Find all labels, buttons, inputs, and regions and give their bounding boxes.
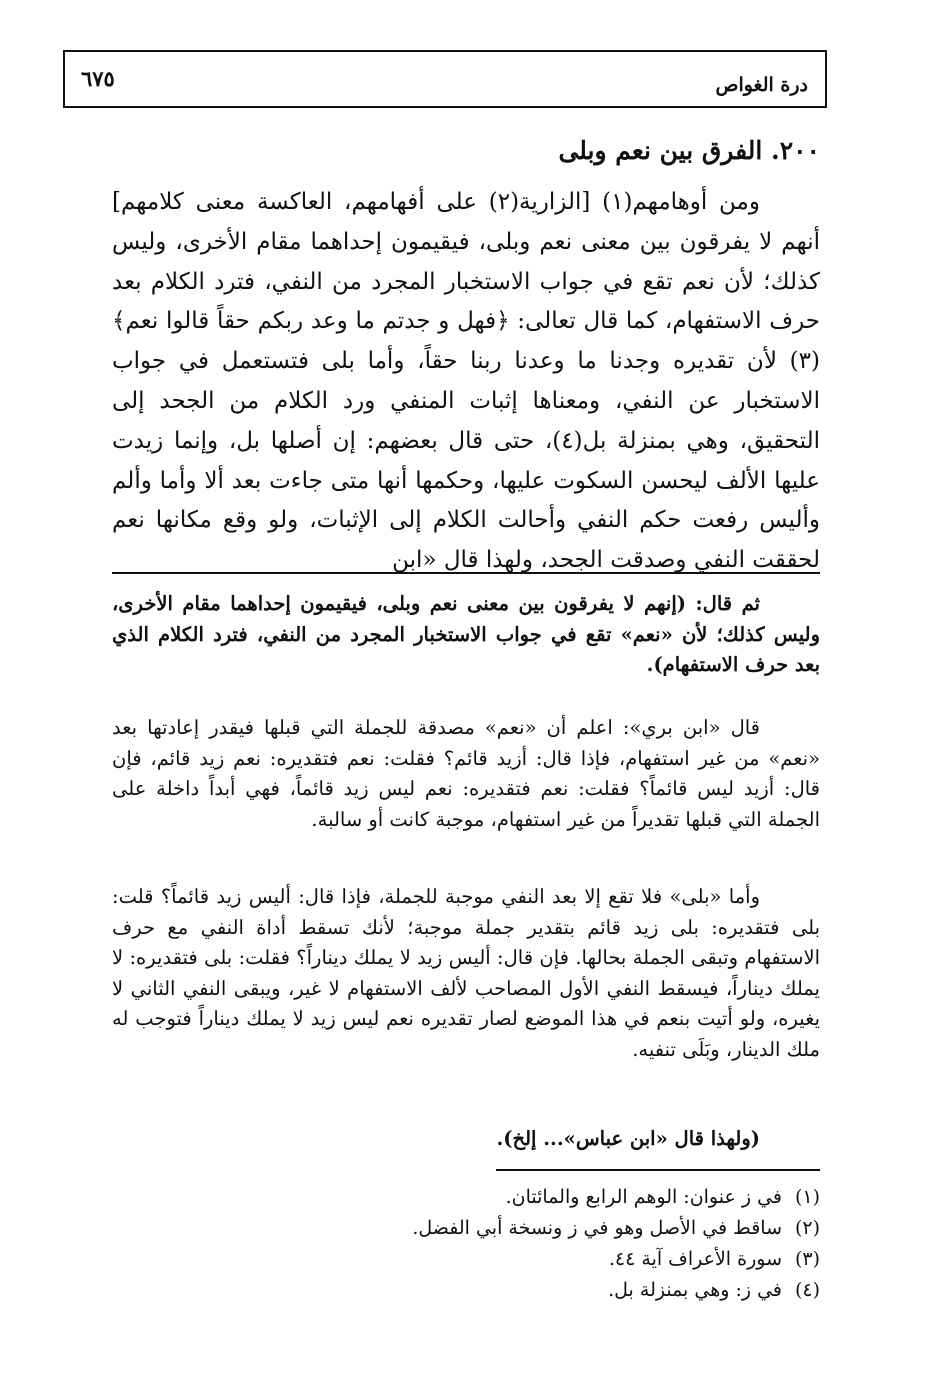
commentary-ibn-abbas [112, 1124, 820, 1155]
footnotes [112, 1182, 820, 1306]
text-divider [112, 572, 820, 574]
commentary-paragraph: قال «ابن بري»: اعلم أن «نعم» مصدقة للجملة التي قبلها فيقدر إعادتها بعد «نعم» من غير استفهام، فإذا قال: أزيد قائم؟ فقلت: نعم فتقديره: نعم زيد قائم، فإن قال: أزيد ليس قائماً؟ فقلت: نعم فتقديره: نعم ليس زيد قائماً، فهي أبداً داخلة على الجملة التي قبلها تقديراً من غير استفهام، موجبة كانت أو سالبة. [112, 716, 820, 831]
commentary-ibn-barri [112, 713, 820, 835]
footnote [112, 1244, 820, 1275]
footnote-number: (٣) [794, 1248, 820, 1270]
footnote-text: في ز: وهي بمنزلة بل. [608, 1279, 782, 1301]
commentary-paragraph: وأما «بلى» فلا تقع إلا بعد النفي موجبة للجملة، فإذا قال: أليس زيد قائماً؟ قلت: بلى فتقديره: بلى زيد قائم بتقدير جملة موجبة؛ لأنك تسقط أداة النفي مع حرف الاستفهام وتبقى الجملة بحالها. فإن قال: أليس زيد لا يملك ديناراً؟ فقلت: بلى فتقديره: لا يملك ديناراً، فيسقط النفي الأول المصاحب لألف الاستفهام لا غير، ويبقى النفي الثاني لا يغيره، ولو أتيت بنعم في هذا الموضع لصار تقديره نعم ليس زيد لا يملك ديناراً فتوجب له ملك الدينار، وبَلَى تنفيه. [112, 885, 820, 1061]
footnote [112, 1182, 820, 1213]
footnote-text: في ز عنوان: الوهم الرابع والمائتان. [505, 1186, 782, 1208]
footnote-number: (٢) [794, 1217, 820, 1239]
footnote-number: (٤) [794, 1279, 820, 1301]
running-header [63, 50, 827, 108]
main-body-text [112, 183, 820, 581]
footnote-text: سورة الأعراف آية ٤٤. [608, 1248, 782, 1270]
commentary-paragraph: ثم قال: (إنهم لا يفرقون بين معنى نعم وبلى، فيقيمون إحداهما مقام الأخرى، وليس كذلك؛ لأن «نعم» تقع في جواب الاستخبار المجرد من النفي، فترد الكلام الذي بعد حرف الاستفهام). [112, 592, 820, 676]
main-paragraph: ومن أوهامهم(١) [الزارية(٢) على أفهامهم، العاكسة معنى كلامهم] أنهم لا يفرقون بين معنى نعم وبلى، فيقيمون إحداهما مقام الأخرى، وليس كذلك؛ لأن نعم تقع في جواب الاستخبار المجرد من النفي، فترد الكلام بعد حرف الاستفهام، كما قال تعالى: ﴿فهل و جدتم ما وعد ربكم حقاً قالوا نعم﴾(٣) لأن تقديره وجدنا ما وعدنا ربنا حقاً، وأما بلى فتستعمل في جواب الاستخبار عن النفي، ومعناها إثبات المنفي ورد الكلام من الجحد إلى التحقيق، وهي بمنزلة بل(٤)، حتى قال بعضهم: إن أصلها بل، وإنما زيدت عليها الألف ليحسن السكوت عليها، وحكمها أنها متى جاءت بعد ألا وأما وألم وأليس رفعت حكم النفي وأحالت الكلام إلى الإثبات، ولو وقع مكانها نعم لحققت النفي وصدقت الجحد، ولهذا قال «ابن [112, 189, 820, 574]
page-number: ٦٧٥ [81, 66, 115, 91]
footnote [112, 1275, 820, 1306]
footnote-text: ساقط في الأصل وهو في ز ونسخة أبي الفضل. [412, 1217, 782, 1239]
footnote-divider [496, 1169, 820, 1171]
commentary-quote [112, 589, 820, 681]
section-heading: ٢٠٠. الفرق بين نعم وبلى [558, 136, 820, 165]
book-title: درة الغواص [715, 74, 808, 96]
footnote-number: (١) [794, 1186, 820, 1208]
commentary-bala [112, 882, 820, 1065]
footnote [112, 1213, 820, 1244]
commentary-paragraph: (ولهذا قال «ابن عباس»... إلخ). [496, 1127, 760, 1150]
